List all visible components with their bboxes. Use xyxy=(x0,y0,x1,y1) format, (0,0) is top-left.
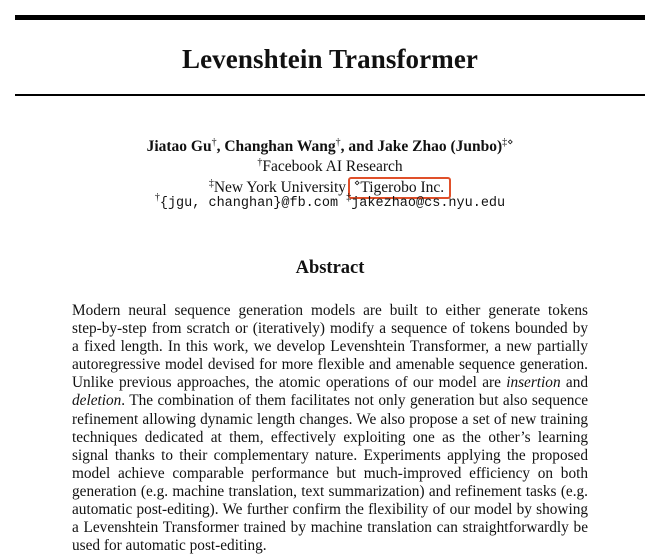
email-mark: ‡ xyxy=(346,192,352,203)
abstract-line: a fixed length. In this work, we develop Levenshtein Transformer, a new partially xyxy=(72,338,588,356)
email-nyu[interactable]: jakezhao@cs.nyu.edu xyxy=(351,196,506,211)
abstract-line: model achieve comparable performance but much-improved efficiency on both xyxy=(72,464,588,482)
abstract-line: automatic post-editing). We further confirm the flexibility of our model by showing xyxy=(72,501,588,519)
abstract-line: autoregressive model devised for more flexible and amenable sequence generation. xyxy=(72,356,588,374)
email-line xyxy=(0,192,660,211)
author-jiatao-gu: Jiatao Gu xyxy=(146,138,212,155)
affiliation-nyu-text: New York University xyxy=(213,179,347,196)
abstract-line: techniques dedicated at them, effectively exploiting one as the other’s learning xyxy=(72,428,588,446)
abstract-line: step-by-step from scratch or (iteratively) modify a sequence of tokens bounded by xyxy=(72,320,588,338)
affiliation-mark: ⋄ xyxy=(354,178,361,189)
author-mark: ‡⋄ xyxy=(502,137,514,148)
top-rule xyxy=(15,15,645,20)
abstract-text: . The combination of them facilitates not only generation but also sequence xyxy=(121,392,588,410)
title-bottom-rule xyxy=(15,94,645,96)
abstract-line: Modern neural sequence generation models are built to either generate tokens xyxy=(72,302,588,319)
abstract-line: refinement allowing dynamic length changes. We also propose a set of new training xyxy=(72,410,588,428)
abstract-line: signal thanks to their complementary nature. Experiments applying the proposed xyxy=(72,446,588,464)
abstract-heading: Abstract xyxy=(295,258,365,278)
affiliation-mark: † xyxy=(257,157,263,168)
abstract-text: and xyxy=(560,374,588,392)
abstract-line: generation (e.g. machine translation, text summarization) and refinement tasks (e.g. xyxy=(72,482,588,500)
abstract-line: a Levenshtein Transformer trained by machine translation can straightforwardly be xyxy=(72,519,588,537)
email-fb[interactable]: {jgu, changhan}@fb.com xyxy=(159,196,339,211)
author-changhan-wang: , Changhan Wang xyxy=(216,138,336,155)
abstract-italic-deletion: deletion xyxy=(72,392,122,410)
abstract-body xyxy=(72,302,588,555)
affiliation-mark: ‡ xyxy=(208,178,214,189)
email-mark: † xyxy=(154,192,160,203)
author-line xyxy=(0,138,660,156)
abstract-line: used for automatic post-editing. xyxy=(72,537,267,555)
author-mark: † xyxy=(211,137,217,148)
paper-title: Levenshtein Transformer xyxy=(181,44,479,74)
abstract-line xyxy=(72,374,588,392)
affiliation-facebook xyxy=(0,158,660,176)
affiliation-tigerobo-text: Tigerobo Inc. xyxy=(360,179,445,196)
author-mark: † xyxy=(335,137,341,148)
abstract-line xyxy=(72,392,588,410)
author-jake-zhao: , and Jake Zhao (Junbo) xyxy=(340,138,503,155)
abstract-italic-insertion: insertion xyxy=(506,374,561,392)
abstract-text: Unlike previous approaches, the atomic operations of our model are xyxy=(72,374,501,392)
affiliation-facebook-text: Facebook AI Research xyxy=(262,158,403,175)
